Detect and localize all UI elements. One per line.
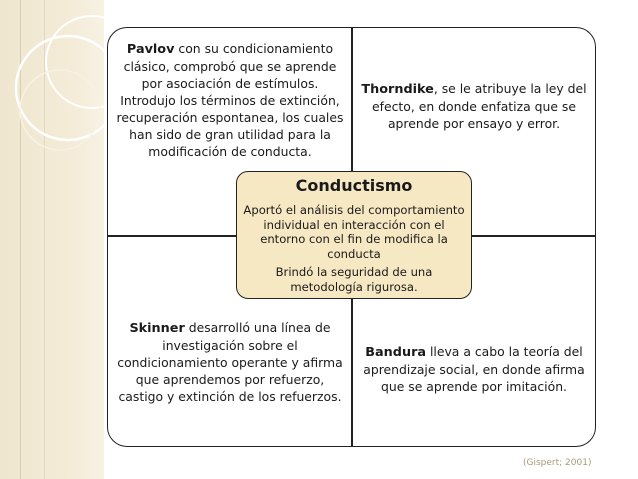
quadrant-skinner bbox=[112, 319, 348, 405]
quadrant-pavlov bbox=[112, 40, 348, 160]
pavlov-name: Pavlov bbox=[126, 42, 175, 57]
bandura-name: Bandura bbox=[365, 345, 427, 360]
center-text-1: Aportó el análisis del comportamiento individual en interacción con el entorno con el fin de modifica la conducta bbox=[243, 203, 465, 261]
quadrant-thorndike bbox=[356, 80, 592, 132]
quadrant-bandura bbox=[356, 343, 592, 395]
center-title: Conductismo bbox=[295, 176, 413, 195]
thorndike-text: , se le atribuye la ley del efecto, en donde enfatiza que se aprende por ensayo y error. bbox=[371, 81, 587, 131]
center-box bbox=[236, 171, 472, 299]
pavlov-text: con su condicionamiento clásico, comprobó que se aprende por asociación de estímulos. Introdujo los términos de extinción, recuperación espontanea, los cuales han sido de gran utilidad para la modificación de conducta. bbox=[116, 41, 344, 159]
thorndike-name: Thorndike bbox=[361, 82, 434, 97]
skinner-name: Skinner bbox=[129, 321, 185, 336]
bandura-text: lleva a cabo la teoría del aprendizaje social, en donde afirma que se aprende por imitación. bbox=[363, 344, 585, 394]
skinner-text: desarrolló una línea de investigación sobre el condicionamiento operante y afirma que aprendemos por refuerzo, castigo y extinción de los refuerzos. bbox=[117, 320, 343, 404]
citation: (Gispert; 2001) bbox=[523, 458, 592, 468]
center-text-2: Brindó la seguridad de una metodología rigurosa. bbox=[275, 265, 433, 294]
